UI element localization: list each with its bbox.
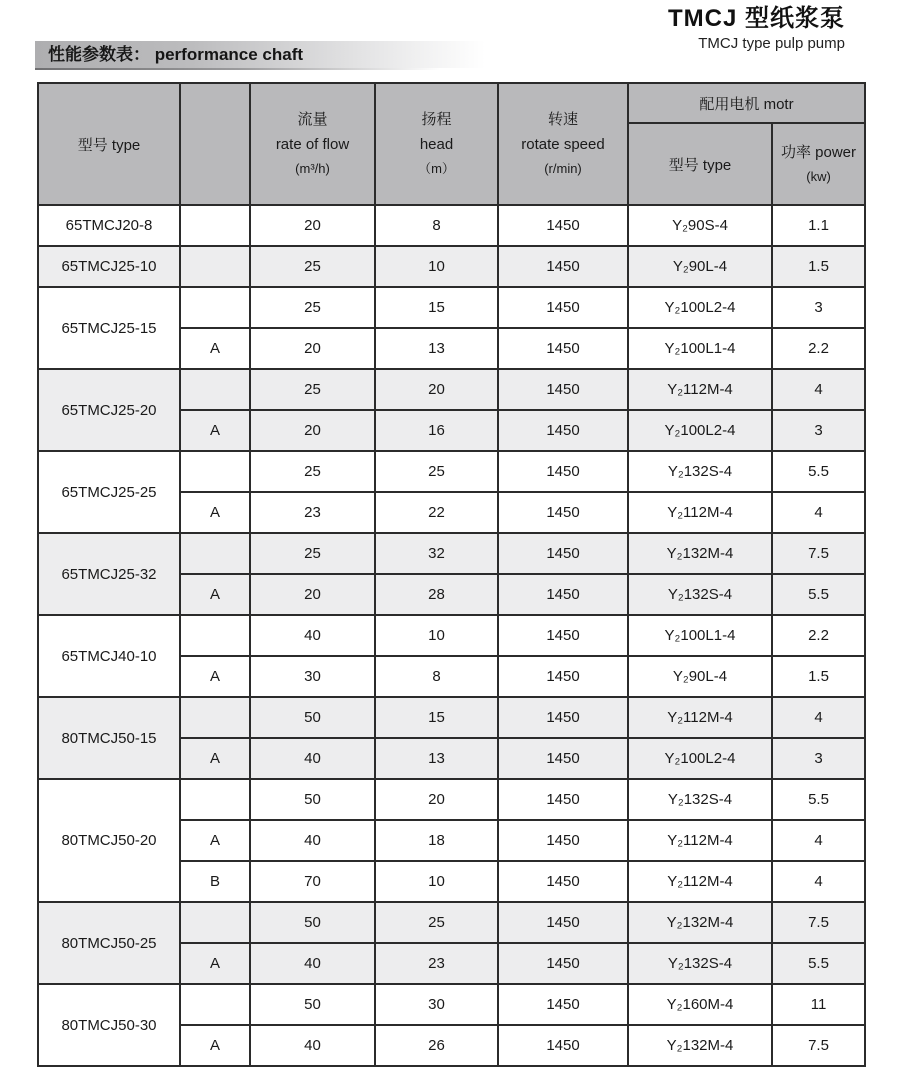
table-row bbox=[38, 451, 865, 492]
table-row bbox=[38, 205, 865, 246]
head-cell: 10 bbox=[375, 615, 498, 656]
speed-cell: 1450 bbox=[498, 861, 628, 902]
motor-cell: Y₂132S-4 bbox=[628, 451, 772, 492]
table-row bbox=[38, 533, 865, 574]
motor-cell: Y₂112M-4 bbox=[628, 820, 772, 861]
pump-model-cell: 65TMCJ25-25 bbox=[38, 451, 180, 533]
table-row bbox=[38, 902, 865, 943]
power-cell: 4 bbox=[772, 369, 865, 410]
speed-cell: 1450 bbox=[498, 369, 628, 410]
variant-cell: A bbox=[180, 492, 250, 533]
flow-cell: 40 bbox=[250, 1025, 375, 1066]
variant-cell bbox=[180, 779, 250, 820]
power-cell: 5.5 bbox=[772, 943, 865, 984]
motor-cell: Y₂100L1-4 bbox=[628, 615, 772, 656]
power-cell: 4 bbox=[772, 820, 865, 861]
flow-cell: 50 bbox=[250, 697, 375, 738]
document-title-block bbox=[668, 4, 845, 54]
power-cell: 2.2 bbox=[772, 328, 865, 369]
pump-spec-table bbox=[37, 82, 866, 1067]
header-motor-power-label: 功率 power bbox=[780, 143, 857, 161]
header-flow bbox=[250, 83, 375, 205]
head-cell: 10 bbox=[375, 246, 498, 287]
speed-cell: 1450 bbox=[498, 943, 628, 984]
head-cell: 32 bbox=[375, 533, 498, 574]
flow-cell: 25 bbox=[250, 369, 375, 410]
power-cell: 1.1 bbox=[772, 205, 865, 246]
variant-cell bbox=[180, 984, 250, 1025]
head-cell: 30 bbox=[375, 984, 498, 1025]
header-motor-model: 型号 type bbox=[628, 123, 772, 205]
variant-cell: B bbox=[180, 861, 250, 902]
speed-cell: 1450 bbox=[498, 287, 628, 328]
motor-cell: Y₂132M-4 bbox=[628, 902, 772, 943]
header-head-zh: 扬程 bbox=[421, 110, 452, 128]
speed-cell: 1450 bbox=[498, 738, 628, 779]
speed-cell: 1450 bbox=[498, 656, 628, 697]
flow-cell: 40 bbox=[250, 738, 375, 779]
flow-cell: 40 bbox=[250, 820, 375, 861]
head-cell: 15 bbox=[375, 697, 498, 738]
head-cell: 25 bbox=[375, 902, 498, 943]
variant-cell bbox=[180, 615, 250, 656]
flow-cell: 25 bbox=[250, 451, 375, 492]
pump-model-cell: 80TMCJ50-15 bbox=[38, 697, 180, 779]
flow-cell: 50 bbox=[250, 902, 375, 943]
power-cell: 3 bbox=[772, 738, 865, 779]
head-cell: 22 bbox=[375, 492, 498, 533]
header-variant bbox=[180, 83, 250, 205]
header-model: 型号 type bbox=[38, 83, 180, 205]
pump-model-cell: 80TMCJ50-30 bbox=[38, 984, 180, 1066]
speed-cell: 1450 bbox=[498, 205, 628, 246]
flow-cell: 50 bbox=[250, 984, 375, 1025]
header-speed-unit: (r/min) bbox=[544, 161, 582, 177]
flow-cell: 25 bbox=[250, 287, 375, 328]
variant-cell: A bbox=[180, 738, 250, 779]
motor-cell: Y₂112M-4 bbox=[628, 861, 772, 902]
power-cell: 11 bbox=[772, 984, 865, 1025]
variant-cell bbox=[180, 697, 250, 738]
power-cell: 4 bbox=[772, 861, 865, 902]
motor-cell: Y₂100L2-4 bbox=[628, 287, 772, 328]
power-cell: 3 bbox=[772, 410, 865, 451]
variant-cell bbox=[180, 287, 250, 328]
motor-cell: Y₂100L2-4 bbox=[628, 410, 772, 451]
pump-model-cell: 65TMCJ20-8 bbox=[38, 205, 180, 246]
power-cell: 7.5 bbox=[772, 902, 865, 943]
speed-cell: 1450 bbox=[498, 1025, 628, 1066]
speed-cell: 1450 bbox=[498, 492, 628, 533]
motor-cell: Y₂132S-4 bbox=[628, 943, 772, 984]
header-speed bbox=[498, 83, 628, 205]
power-cell: 5.5 bbox=[772, 779, 865, 820]
header-head-unit: （m） bbox=[418, 161, 455, 177]
power-cell: 4 bbox=[772, 697, 865, 738]
speed-cell: 1450 bbox=[498, 697, 628, 738]
head-cell: 25 bbox=[375, 451, 498, 492]
motor-cell: Y₂112M-4 bbox=[628, 492, 772, 533]
header-head bbox=[375, 83, 498, 205]
head-cell: 16 bbox=[375, 410, 498, 451]
pump-table-body bbox=[38, 205, 865, 1066]
power-cell: 2.2 bbox=[772, 615, 865, 656]
flow-cell: 20 bbox=[250, 328, 375, 369]
variant-cell bbox=[180, 246, 250, 287]
power-cell: 4 bbox=[772, 492, 865, 533]
speed-cell: 1450 bbox=[498, 574, 628, 615]
power-cell: 3 bbox=[772, 287, 865, 328]
motor-cell: Y₂132M-4 bbox=[628, 533, 772, 574]
power-cell: 5.5 bbox=[772, 451, 865, 492]
head-cell: 13 bbox=[375, 738, 498, 779]
speed-cell: 1450 bbox=[498, 779, 628, 820]
header-speed-en: rotate speed bbox=[521, 136, 605, 154]
pump-model-cell: 80TMCJ50-20 bbox=[38, 779, 180, 902]
head-cell: 8 bbox=[375, 656, 498, 697]
variant-cell bbox=[180, 451, 250, 492]
head-cell: 20 bbox=[375, 369, 498, 410]
head-cell: 10 bbox=[375, 861, 498, 902]
power-cell: 1.5 bbox=[772, 656, 865, 697]
table-row bbox=[38, 697, 865, 738]
header-flow-unit: (m³/h) bbox=[295, 161, 330, 177]
power-cell: 7.5 bbox=[772, 1025, 865, 1066]
variant-cell: A bbox=[180, 820, 250, 861]
power-cell: 1.5 bbox=[772, 246, 865, 287]
head-cell: 15 bbox=[375, 287, 498, 328]
power-cell: 7.5 bbox=[772, 533, 865, 574]
variant-cell bbox=[180, 902, 250, 943]
head-cell: 8 bbox=[375, 205, 498, 246]
flow-cell: 20 bbox=[250, 574, 375, 615]
variant-cell bbox=[180, 533, 250, 574]
variant-cell: A bbox=[180, 1025, 250, 1066]
speed-cell: 1450 bbox=[498, 533, 628, 574]
speed-cell: 1450 bbox=[498, 984, 628, 1025]
speed-cell: 1450 bbox=[498, 902, 628, 943]
motor-cell: Y₂132M-4 bbox=[628, 1025, 772, 1066]
header-motor-power-unit: (kw) bbox=[806, 168, 831, 184]
flow-cell: 70 bbox=[250, 861, 375, 902]
motor-cell: Y₂160M-4 bbox=[628, 984, 772, 1025]
header-motor-power bbox=[772, 123, 865, 205]
head-cell: 13 bbox=[375, 328, 498, 369]
speed-cell: 1450 bbox=[498, 246, 628, 287]
motor-cell: Y₂90L-4 bbox=[628, 656, 772, 697]
motor-cell: Y₂132S-4 bbox=[628, 574, 772, 615]
head-cell: 23 bbox=[375, 943, 498, 984]
pump-model-cell: 65TMCJ25-32 bbox=[38, 533, 180, 615]
head-cell: 20 bbox=[375, 779, 498, 820]
flow-cell: 50 bbox=[250, 779, 375, 820]
pump-model-cell: 65TMCJ25-20 bbox=[38, 369, 180, 451]
variant-cell: A bbox=[180, 574, 250, 615]
motor-cell: Y₂132S-4 bbox=[628, 779, 772, 820]
motor-cell: Y₂90L-4 bbox=[628, 246, 772, 287]
flow-cell: 40 bbox=[250, 615, 375, 656]
power-cell: 5.5 bbox=[772, 574, 865, 615]
header-flow-zh: 流量 bbox=[297, 110, 328, 128]
motor-cell: Y₂112M-4 bbox=[628, 697, 772, 738]
variant-cell: A bbox=[180, 328, 250, 369]
motor-cell: Y₂100L2-4 bbox=[628, 738, 772, 779]
header-speed-zh: 转速 bbox=[547, 110, 578, 128]
pump-model-cell: 65TMCJ25-15 bbox=[38, 287, 180, 369]
section-header-bar bbox=[35, 41, 485, 68]
table-row bbox=[38, 984, 865, 1025]
speed-cell: 1450 bbox=[498, 451, 628, 492]
head-cell: 28 bbox=[375, 574, 498, 615]
flow-cell: 20 bbox=[250, 205, 375, 246]
variant-cell bbox=[180, 205, 250, 246]
header-flow-en: rate of flow bbox=[275, 136, 350, 154]
speed-cell: 1450 bbox=[498, 328, 628, 369]
head-cell: 18 bbox=[375, 820, 498, 861]
speed-cell: 1450 bbox=[498, 615, 628, 656]
pump-model-cell: 65TMCJ25-10 bbox=[38, 246, 180, 287]
pump-model-cell: 65TMCJ40-10 bbox=[38, 615, 180, 697]
flow-cell: 30 bbox=[250, 656, 375, 697]
document-title-zh: TMCJ 型纸浆泵 bbox=[668, 5, 845, 32]
speed-cell: 1450 bbox=[498, 820, 628, 861]
section-header-label: 性能参数表： performance chaft bbox=[48, 45, 304, 64]
table-row bbox=[38, 287, 865, 328]
document-title-en: TMCJ type pulp pump bbox=[698, 35, 845, 52]
table-row bbox=[38, 779, 865, 820]
header-head-en: head bbox=[419, 136, 454, 154]
variant-cell: A bbox=[180, 410, 250, 451]
head-cell: 26 bbox=[375, 1025, 498, 1066]
motor-cell: Y₂112M-4 bbox=[628, 369, 772, 410]
flow-cell: 23 bbox=[250, 492, 375, 533]
flow-cell: 40 bbox=[250, 943, 375, 984]
table-row bbox=[38, 369, 865, 410]
variant-cell bbox=[180, 369, 250, 410]
table-row bbox=[38, 615, 865, 656]
variant-cell: A bbox=[180, 943, 250, 984]
table-header bbox=[38, 83, 865, 205]
motor-cell: Y₂100L1-4 bbox=[628, 328, 772, 369]
table-row bbox=[38, 246, 865, 287]
flow-cell: 20 bbox=[250, 410, 375, 451]
variant-cell: A bbox=[180, 656, 250, 697]
speed-cell: 1450 bbox=[498, 410, 628, 451]
motor-cell: Y₂90S-4 bbox=[628, 205, 772, 246]
flow-cell: 25 bbox=[250, 533, 375, 574]
pump-model-cell: 80TMCJ50-25 bbox=[38, 902, 180, 984]
header-motor-group: 配用电机 motr bbox=[628, 83, 865, 123]
flow-cell: 25 bbox=[250, 246, 375, 287]
